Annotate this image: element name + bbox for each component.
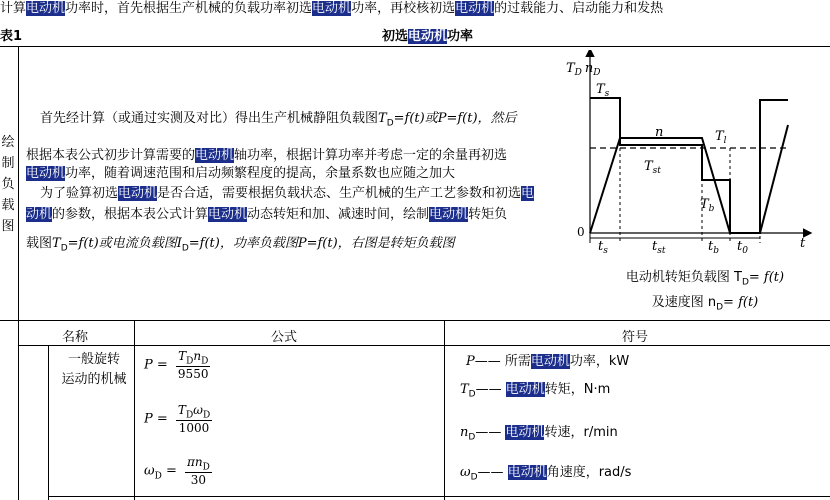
origin-label: 0 [577, 225, 585, 239]
row-name: 一般旋转 运动的机械 [61, 352, 127, 387]
column-header-symbol: 符号 [622, 330, 649, 345]
torque-curve [590, 98, 788, 233]
side-label: 绘 制 负 载 图 [1, 135, 15, 234]
table-label: 表1 [0, 29, 23, 44]
description-line: 电动机功率，随着调速范围和启动频繁程度的提高，余量系数也应随之加大 [26, 166, 456, 181]
n-label: n [655, 125, 664, 140]
description-line: 载图$T_D=f(t)$或电流负载图$I_D=f(t)$，功率负载图P=f(t)，右图是转矩负载图 [26, 236, 455, 254]
t-st-label: $t_{st}$ [652, 239, 666, 256]
table-col-divider [134, 320, 135, 500]
tb-label: $T_b$ [700, 197, 715, 214]
y-axis-label: $T_D$ $n_D$ [566, 61, 601, 78]
table-row-divider [0, 320, 830, 321]
table-title: 初选电动机功率 [382, 29, 474, 44]
description-line: 动机的参数，根据本表公式计算电动机动态转矩和加、减速时间，绘制电动机转矩负 [26, 207, 508, 222]
description-line: 首先经计算（或通过实测及对比）得出生产机械静阻负载图$T_D=f(t)$或P=f(t)，然后 [40, 111, 517, 129]
symbol-torque: $T_D——$ 电动机转矩，N·m [460, 382, 611, 400]
formula-angular-speed: $\omega_D$ = $\frac{\pi n_D}{30}$ [144, 455, 210, 488]
highlight-term: 电动机 [26, 1, 66, 16]
column-header-name: 名称 [62, 330, 89, 345]
formula-power-angular: P = $\frac{T_D\omega_D}{1000}$ [144, 403, 211, 436]
table-header-divider [18, 345, 830, 346]
table-col-divider [444, 320, 445, 500]
column-header-formula: 公式 [271, 330, 298, 345]
table-border-top [0, 46, 830, 47]
t-0-label: $t_0$ [737, 239, 748, 256]
t-s-label: $t_s$ [598, 239, 608, 256]
highlight-term: 电动机 [455, 1, 495, 16]
symbol-power: P—— 所需电动机功率，kW [466, 354, 630, 369]
symbol-speed: $n_D——$ 电动机转速，r/min [460, 425, 618, 443]
torque-load-diagram [560, 50, 830, 270]
table-col-divider [48, 345, 49, 500]
x-axis-label: t [800, 236, 806, 251]
diagram-caption: 电动机转矩负载图 $T_D= f(t)$ 及速度图 $n_D= f(t)$ [625, 270, 785, 313]
highlight-term: 电动机 [312, 1, 352, 16]
tst-label: $T_{st}$ [644, 159, 661, 176]
ts-label: $T_s$ [596, 82, 610, 99]
speed-curve-2 [760, 125, 788, 233]
table-caption [0, 22, 830, 46]
symbol-angular-speed: $\omega_D——$ 电动机角速度，rad/s [460, 465, 632, 483]
description-line: 为了验算初选电动机是否合适，需要根据负载状态、生产机械的生产工艺参数和初选电 [40, 186, 535, 201]
table-col-divider [18, 46, 19, 500]
table-row-divider [48, 496, 830, 497]
tl-label: $T_l$ [715, 129, 727, 146]
speed-curve [590, 138, 730, 233]
description-line: 根据本表公式初步计算需要的电动机轴功率，根据计算功率并考虑一定的余量再初选 [26, 148, 508, 163]
t-b-label: $t_b$ [708, 239, 719, 256]
intro-text: 计算电动机功率时，首先根据生产机械的负载功率初选电动机功率，再校核初选电动机的过载能力、启动能力和发热 [0, 1, 664, 16]
formula-power-speed: P = $\frac{T_Dn_D}{9550}$ [144, 349, 209, 382]
